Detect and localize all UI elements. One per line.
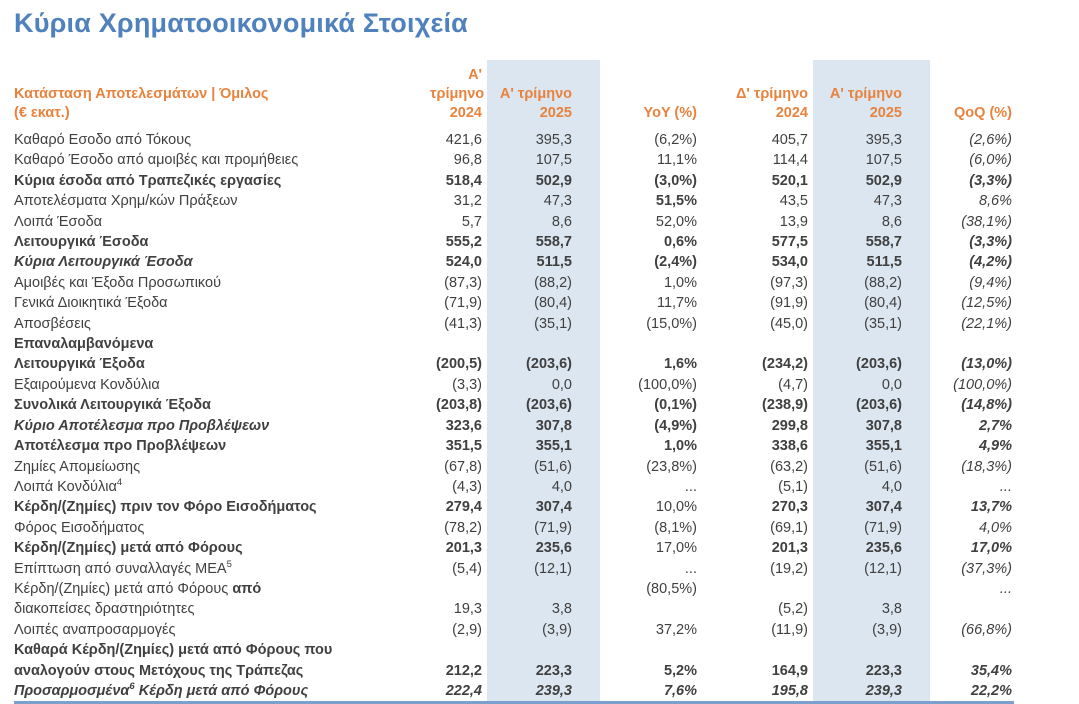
header-income-statement-line1: Κατάσταση Αποτελεσμάτων | Όμιλος xyxy=(14,86,269,102)
cell-q1-2024: 31,2 xyxy=(453,193,482,210)
cell-q1-2024: (3,3) xyxy=(452,376,482,393)
cell-q1-2025: 502,9 xyxy=(535,172,572,189)
table-row xyxy=(14,640,1014,681)
cell-q4-2024: (11,9) xyxy=(771,621,808,638)
cell-q1-2025: 3,8 xyxy=(551,601,572,618)
cell-q1-2025: 511,5 xyxy=(866,254,902,271)
table-row xyxy=(14,334,1014,375)
cell-q4-2024: (4,7) xyxy=(778,376,808,393)
cell-q1-2025: 502,9 xyxy=(865,172,902,189)
cell-qoq: (22,1%) xyxy=(961,315,1012,332)
cell-qoq: (37,3%) xyxy=(961,560,1012,577)
cell-qoq: (13,0%) xyxy=(961,356,1012,373)
page-title: Κύρια Χρηματοοικονομικά Στοιχεία xyxy=(14,8,468,38)
cell-q1-2024: (2,9) xyxy=(452,621,482,638)
cell-yoy: 1,0% xyxy=(663,274,697,291)
table-row xyxy=(14,457,1014,477)
cell-qoq: 8,6% xyxy=(978,193,1012,210)
row-label: Συνολικά Λειτουργικά Έξοδα xyxy=(14,397,211,414)
row-label: Προσαρμοσμένα$^6$ Κέρδη μετά από Φόρους xyxy=(14,681,309,699)
cell-yoy: (15,0%) xyxy=(646,315,697,332)
cell-q1-2025: 0,0 xyxy=(881,376,902,393)
cell-yoy: 52,0% xyxy=(655,213,697,230)
cell-q4-2024: 338,6 xyxy=(771,438,808,455)
cell-q1-2025: (3,9) xyxy=(542,621,572,638)
cell-q1-2024: 518,4 xyxy=(445,172,482,189)
cell-yoy: 1,0% xyxy=(663,438,697,455)
table-row xyxy=(14,436,1014,456)
cell-q4-2024: 164,9 xyxy=(771,662,808,679)
cell-q4-2024: 43,5 xyxy=(779,193,808,210)
header-income-statement xyxy=(14,60,430,130)
cell-q1-2025: (203,6) xyxy=(856,397,902,414)
cell-yoy: 11,7% xyxy=(656,295,697,312)
cell-q1-2025: 4,0 xyxy=(551,478,572,495)
cell-q1-2024: (5,4) xyxy=(452,560,482,577)
cell-q1-2025: (203,6) xyxy=(856,356,902,373)
header-q1-2024: Α' τρίμηνο 2024 xyxy=(430,67,485,121)
table-row xyxy=(14,538,1014,558)
cell-q1-2025: (88,2) xyxy=(534,274,572,291)
cell-q1-2025: (35,1) xyxy=(864,315,902,332)
cell-qoq: (12,5%) xyxy=(961,295,1012,312)
table-row xyxy=(14,212,1014,232)
cell-yoy: 5,2% xyxy=(663,662,697,679)
cell-q1-2025: 223,3 xyxy=(535,662,572,679)
cell-qoq: (14,8%) xyxy=(961,397,1012,414)
cell-q1-2024: 323,6 xyxy=(445,417,482,434)
cell-yoy: (8,1%) xyxy=(654,519,697,536)
cell-q1-2025: (71,9) xyxy=(864,519,902,536)
cell-qoq: (18,3%) xyxy=(961,458,1012,475)
cell-yoy: (4,9%) xyxy=(654,417,697,434)
row-label: Καθαρό Έσοδο από αμοιβές και προμήθειες xyxy=(14,152,299,169)
cell-q1-2025: 47,3 xyxy=(873,193,902,210)
row-label: Γενικά Διοικητικά Έξοδα xyxy=(14,295,168,312)
cell-q1-2024: 555,2 xyxy=(445,234,482,251)
cell-qoq: (9,4%) xyxy=(969,274,1012,291)
cell-qoq: (4,2%) xyxy=(969,254,1012,271)
cell-qoq: 4,0% xyxy=(978,519,1012,536)
row-label: Λοιπά Κονδύλια$^4$ xyxy=(14,477,123,495)
cell-q1-2024: 5,7 xyxy=(461,213,482,230)
cell-q1-2025: 395,3 xyxy=(535,132,572,148)
cell-q1-2025: (203,6) xyxy=(526,356,572,373)
table-header-row xyxy=(14,60,1014,130)
cell-yoy: (100,0%) xyxy=(638,376,697,393)
cell-q1-2025: (71,9) xyxy=(534,519,572,536)
table-row xyxy=(14,314,1014,334)
cell-q1-2024: 351,5 xyxy=(445,438,482,455)
table-row xyxy=(14,273,1014,293)
cell-yoy: (0,1%) xyxy=(654,397,697,414)
cell-qoq: 17,0% xyxy=(970,540,1012,557)
cell-q1-2024: 222,4 xyxy=(445,682,482,699)
cell-qoq: (100,0%) xyxy=(953,376,1012,393)
cell-yoy: (23,8%) xyxy=(646,458,697,475)
cell-q4-2024: (91,9) xyxy=(770,295,808,312)
cell-q1-2024: 19,3 xyxy=(453,601,482,618)
table-row xyxy=(14,232,1014,252)
cell-q1-2024: 524,0 xyxy=(445,254,482,271)
table-rows xyxy=(14,130,1014,703)
cell-q1-2024: 96,8 xyxy=(453,152,482,169)
table-row xyxy=(14,191,1014,211)
cell-q1-2025: (3,9) xyxy=(872,621,902,638)
table-row xyxy=(14,518,1014,538)
cell-q1-2025: 511,5 xyxy=(536,254,572,271)
row-label: Καθαρό Εσοδο από Τόκους xyxy=(14,132,192,148)
cell-q4-2024: (238,9) xyxy=(762,397,808,414)
table-row xyxy=(14,395,1014,415)
cell-yoy: 10,0% xyxy=(655,499,697,516)
cell-q1-2025: 107,5 xyxy=(865,152,902,169)
row-label: Φόρος Εισοδήματος xyxy=(14,519,145,536)
cell-q1-2024: 421,6 xyxy=(445,132,482,148)
cell-q1-2025: 8,6 xyxy=(881,213,902,230)
cell-q1-2025: 0,0 xyxy=(551,376,572,393)
cell-q1-2025: 235,6 xyxy=(535,540,572,557)
cell-q4-2024: 577,5 xyxy=(771,234,808,251)
cell-q1-2025: 47,3 xyxy=(543,193,572,210)
cell-q4-2024: (45,0) xyxy=(770,315,808,332)
cell-q4-2024: 270,3 xyxy=(771,499,808,516)
cell-q1-2025: 3,8 xyxy=(881,601,902,618)
cell-q1-2025: 239,3 xyxy=(865,682,902,699)
table-row xyxy=(14,497,1014,517)
financials-table xyxy=(14,60,1014,704)
row-label: Αποσβέσεις xyxy=(14,315,91,332)
cell-q1-2025: 8,6 xyxy=(551,213,572,230)
table-row xyxy=(14,130,1014,150)
cell-qoq: 35,4% xyxy=(970,662,1012,679)
cell-qoq: (38,1%) xyxy=(961,213,1012,230)
cell-qoq: (3,3%) xyxy=(969,172,1012,189)
cell-q1-2024: (200,5) xyxy=(436,356,482,373)
cell-q1-2025: (88,2) xyxy=(864,274,902,291)
row-label: Λοιπά Έσοδα xyxy=(14,213,103,230)
cell-q1-2025: 307,4 xyxy=(535,499,572,516)
cell-yoy: (80,5%) xyxy=(646,580,697,597)
cell-q4-2024: (69,1) xyxy=(770,519,808,536)
table-row xyxy=(14,416,1014,436)
cell-q4-2024: (5,2) xyxy=(778,601,808,618)
cell-yoy: (6,2%) xyxy=(654,132,697,148)
cell-q1-2025: (51,6) xyxy=(864,458,902,475)
cell-qoq: ... xyxy=(999,580,1012,597)
cell-q4-2024: 114,4 xyxy=(772,152,808,169)
cell-yoy: ... xyxy=(684,478,697,495)
cell-q1-2024: (41,3) xyxy=(444,315,482,332)
cell-q1-2025: (203,6) xyxy=(526,397,572,414)
table-row xyxy=(14,293,1014,313)
cell-q4-2024: 201,3 xyxy=(771,540,808,557)
cell-qoq: 4,9% xyxy=(978,438,1012,455)
cell-yoy: 11,1% xyxy=(656,152,697,169)
cell-qoq: 2,7% xyxy=(978,417,1012,434)
row-label: Λειτουργικά Έσοδα xyxy=(14,234,149,251)
cell-q4-2024: (19,2) xyxy=(770,560,808,577)
cell-q1-2025: 558,7 xyxy=(535,234,572,251)
header-units: (€ εκατ.) xyxy=(14,105,70,121)
cell-qoq: (66,8%) xyxy=(961,621,1012,638)
header-q1-2025: Α' τρίμηνο 2025 xyxy=(499,86,572,121)
cell-q1-2025: (80,4) xyxy=(864,295,902,312)
table-row xyxy=(14,150,1014,170)
cell-yoy: 0,6% xyxy=(663,234,697,251)
cell-q4-2024: 405,7 xyxy=(771,132,808,148)
cell-q1-2025: (12,1) xyxy=(864,560,902,577)
cell-q1-2024: (67,8) xyxy=(444,458,482,475)
cell-yoy: 51,5% xyxy=(655,193,697,210)
row-label: Αποτελέσματα Χρημ/κών Πράξεων xyxy=(14,193,238,210)
row-label: Επίπτωση από συναλλαγές ΜΕΑ$^5$ xyxy=(14,558,232,577)
cell-q1-2025: 558,7 xyxy=(865,234,902,251)
cell-qoq: (2,6%) xyxy=(969,132,1012,148)
cell-q1-2025: 4,0 xyxy=(881,478,902,495)
cell-q1-2024: (87,3) xyxy=(444,274,482,291)
cell-q1-2025: 223,3 xyxy=(865,662,902,679)
cell-qoq: ... xyxy=(999,478,1012,495)
cell-q1-2025: (35,1) xyxy=(534,315,572,332)
cell-qoq: (3,3%) xyxy=(969,234,1012,251)
row-label: Κύρια έσοδα από Τραπεζικές εργασίες xyxy=(14,172,282,189)
header-q4-2024: Δ' τρίμηνο 2024 xyxy=(735,86,808,121)
cell-q4-2024: (234,2) xyxy=(762,356,808,373)
cell-q1-2025: 239,3 xyxy=(535,682,572,699)
row-label: Κέρδη/(Ζημίες) μετά από Φόρους xyxy=(14,540,243,557)
cell-yoy: ... xyxy=(684,560,697,577)
cell-qoq: 13,7% xyxy=(970,499,1012,516)
cell-yoy: (3,0%) xyxy=(654,172,697,189)
cell-qoq: (6,0%) xyxy=(969,152,1012,169)
row-label: Καθαρά Κέρδη/(Ζημίες) μετά από Φόρους που αναλογούν στους Μετόχους της Τράπεζας xyxy=(14,642,333,679)
header-qoq: QoQ (%) xyxy=(954,105,1012,121)
cell-yoy: 7,6% xyxy=(663,682,697,699)
cell-yoy: (2,4%) xyxy=(654,254,697,271)
cell-q1-2024: (71,9) xyxy=(444,295,482,312)
cell-q1-2025: 355,1 xyxy=(535,438,572,455)
row-label: Αποτέλεσμα προ Προβλέψεων xyxy=(14,438,227,455)
cell-q4-2024: 520,1 xyxy=(771,172,808,189)
row-label: Λοιπές αναπροσαρμογές xyxy=(14,621,176,638)
cell-q4-2024: (5,1) xyxy=(778,478,808,495)
row-label: Αμοιβές και Έξοδα Προσωπικού xyxy=(14,274,222,291)
row-label: Κέρδη/(Ζημίες) πριν τον Φόρο Εισοδήματος xyxy=(14,499,317,516)
cell-q1-2025: 107,5 xyxy=(535,152,572,169)
cell-q4-2024: (97,3) xyxy=(770,274,808,291)
cell-q1-2024: 212,2 xyxy=(445,662,482,679)
row-label: Ζημίες Απομείωσης xyxy=(14,458,141,475)
table-row xyxy=(14,375,1014,395)
cell-yoy: 1,6% xyxy=(663,356,697,373)
table-row xyxy=(14,477,1014,497)
cell-q1-2024: (203,8) xyxy=(436,397,482,414)
row-label: Κύριο Αποτέλεσμα προ Προβλέψεων xyxy=(14,417,270,434)
cell-q1-2024: 201,3 xyxy=(445,540,482,557)
cell-q1-2025: (12,1) xyxy=(534,560,572,577)
cell-yoy: 17,0% xyxy=(655,540,697,557)
row-label: Κύρια Λειτουργικά Έσοδα xyxy=(14,254,193,271)
header-q1-2025-repeat: Α' τρίμηνο 2025 xyxy=(829,86,902,121)
cell-q1-2024: (78,2) xyxy=(444,519,482,536)
cell-q1-2025: 355,1 xyxy=(865,438,902,455)
cell-q4-2024: 299,8 xyxy=(771,417,808,434)
cell-yoy: 37,2% xyxy=(655,621,697,638)
header-yoy: YoY (%) xyxy=(643,105,697,121)
table-row xyxy=(14,252,1014,272)
table-row xyxy=(14,620,1014,640)
cell-q1-2024: (4,3) xyxy=(452,478,482,495)
table-row xyxy=(14,171,1014,191)
cell-q4-2024: 534,0 xyxy=(771,254,808,271)
cell-q1-2025: 307,4 xyxy=(865,499,902,516)
cell-q1-2025: 307,8 xyxy=(865,417,902,434)
cell-q1-2025: 235,6 xyxy=(865,540,902,557)
table-row xyxy=(14,681,1014,703)
table-row xyxy=(14,559,1014,579)
cell-q4-2024: 195,8 xyxy=(771,682,808,699)
cell-q4-2024: (63,2) xyxy=(770,458,808,475)
row-label: Κέρδη/(Ζημίες) μετά από Φόρους από διακοπείσες δραστηριότητες xyxy=(14,580,262,618)
cell-q1-2025: 307,8 xyxy=(535,417,572,434)
cell-q1-2025: 395,3 xyxy=(865,132,902,148)
cell-q1-2024: 279,4 xyxy=(445,499,482,516)
cell-qoq: 22,2% xyxy=(970,682,1012,699)
table-row xyxy=(14,579,1014,620)
cell-q1-2025: (51,6) xyxy=(534,458,572,475)
cell-q1-2025: (80,4) xyxy=(534,295,572,312)
row-label: Επαναλαμβανόμενα Λειτουργικά Έξοδα xyxy=(14,336,154,373)
row-label: Εξαιρούμενα Κονδύλια xyxy=(14,376,160,393)
cell-q4-2024: 13,9 xyxy=(779,213,808,230)
